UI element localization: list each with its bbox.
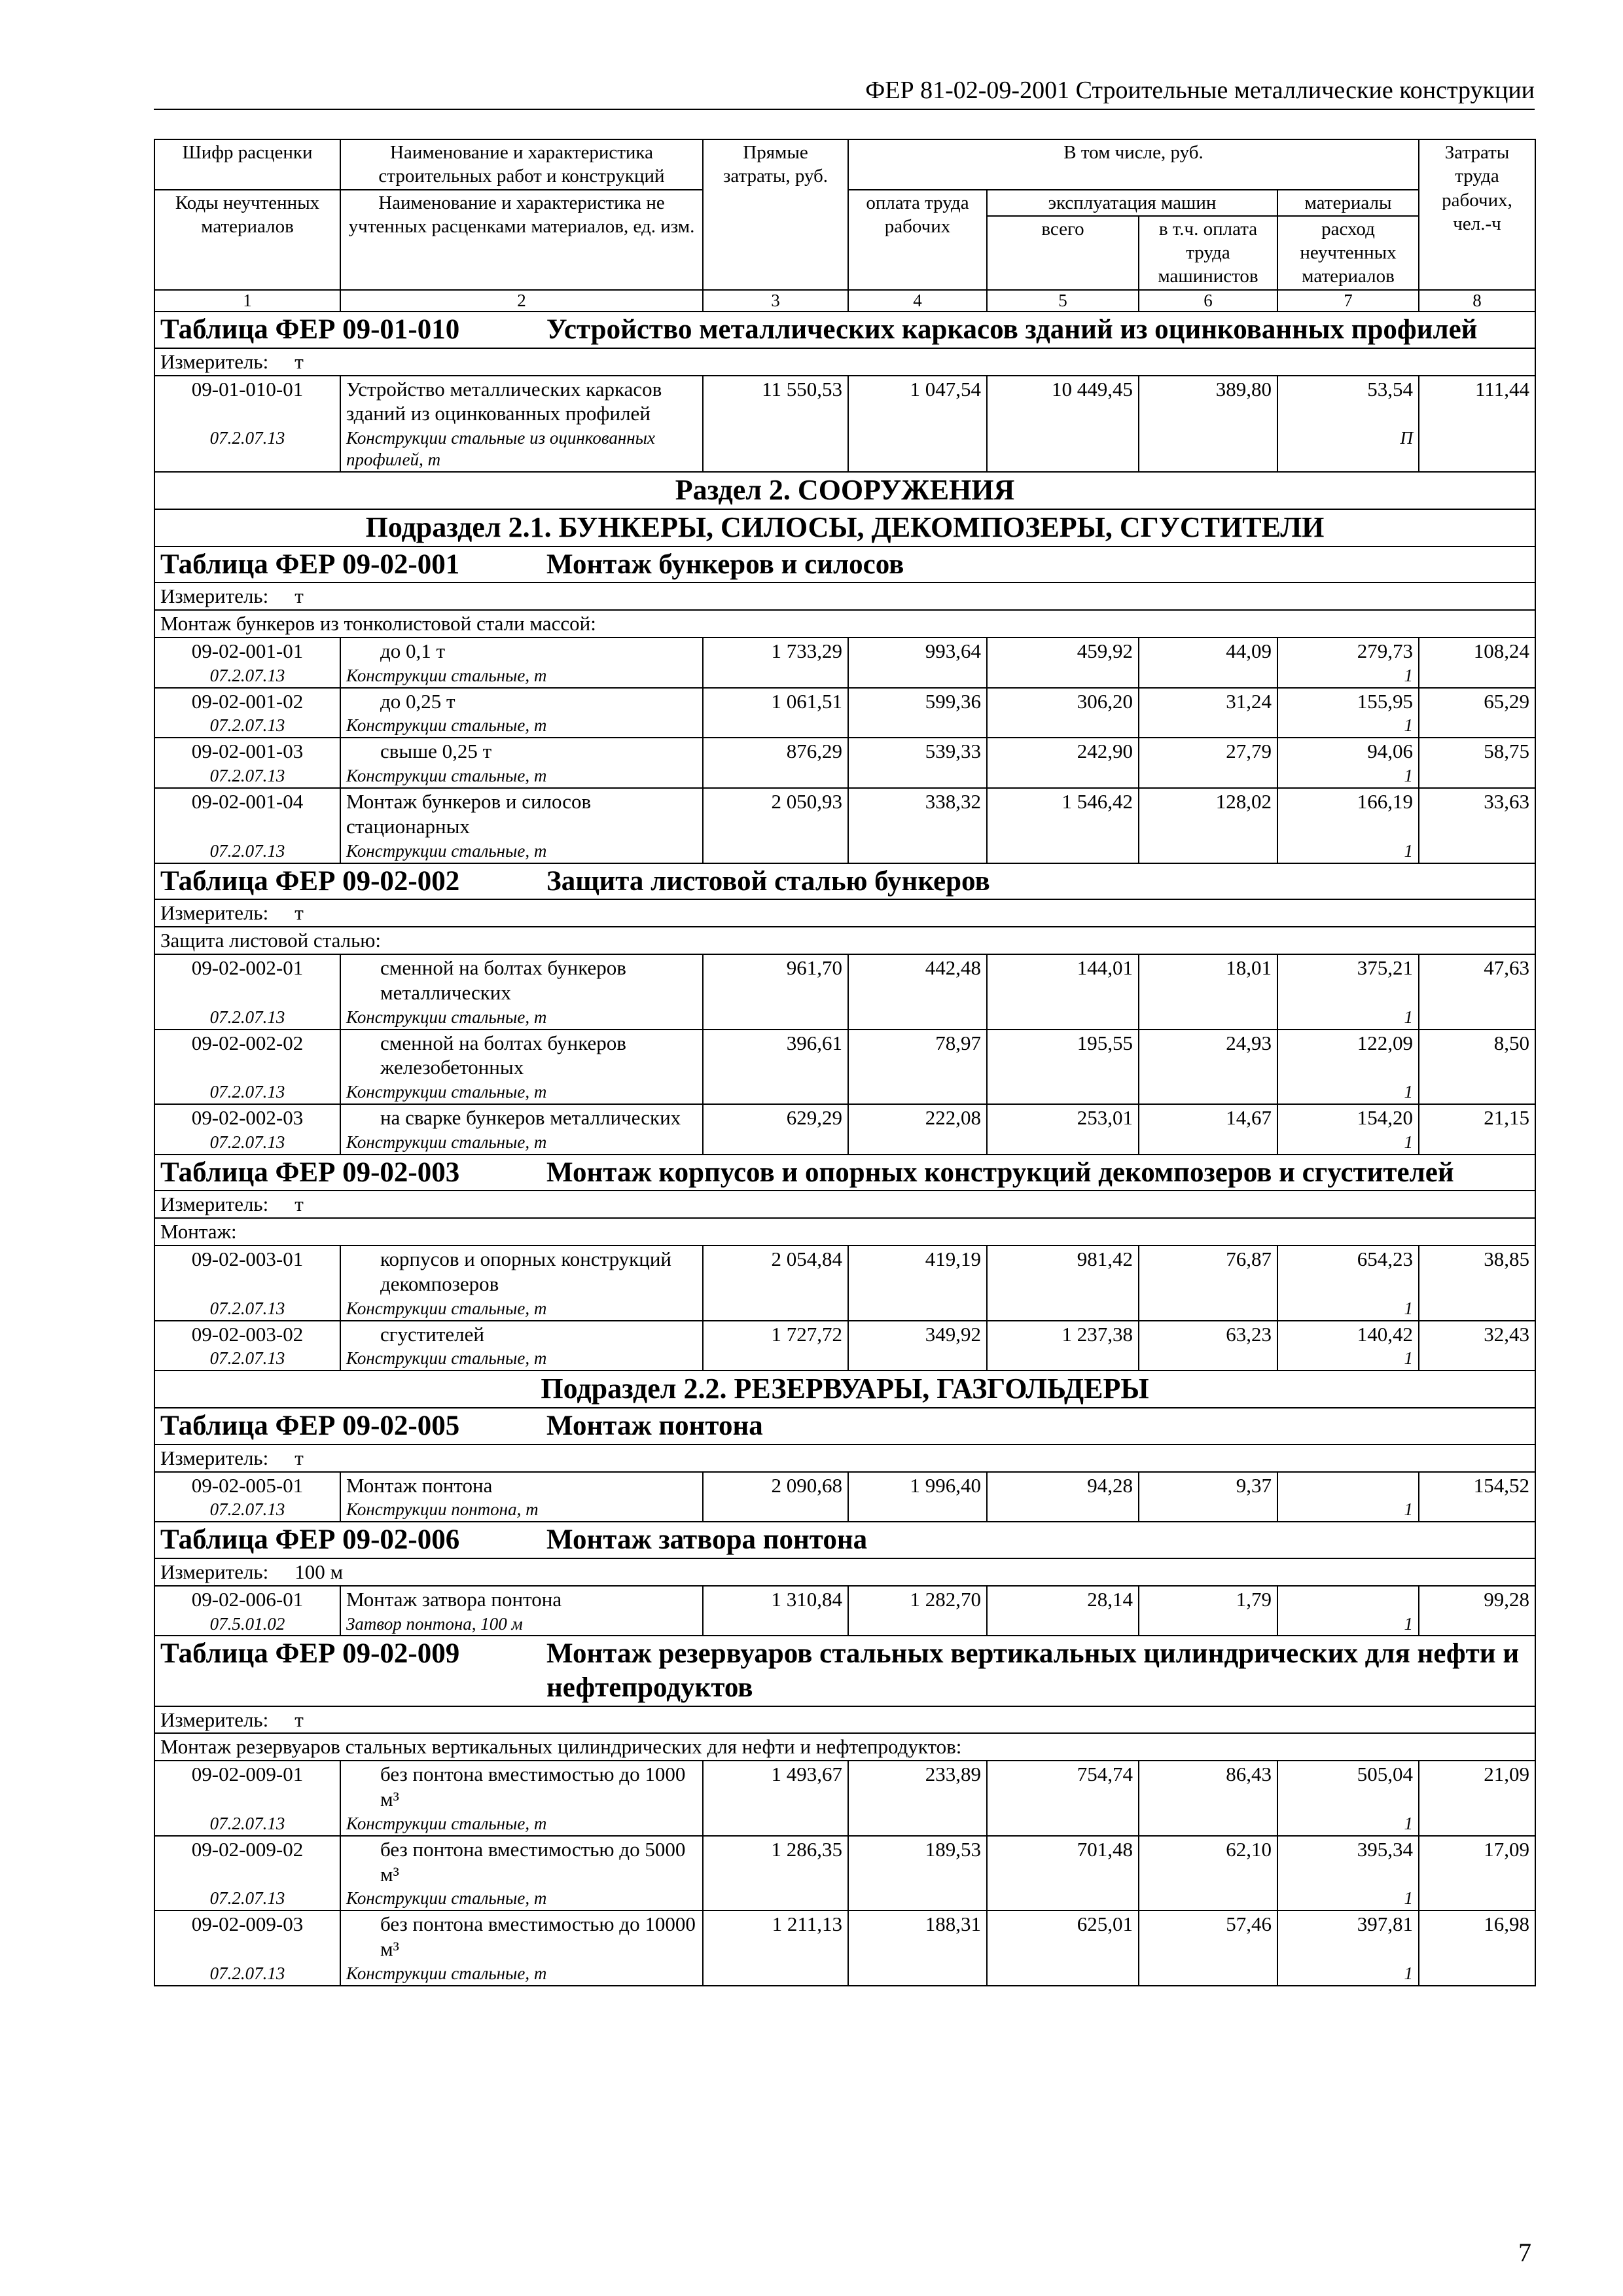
meter-value: т (294, 1193, 304, 1216)
labor-hours: 33,63 (1419, 788, 1535, 863)
rate-code: 09-02-001-04 (154, 788, 340, 840)
machine-costs: 253,01 (987, 1104, 1139, 1155)
machine-costs: 94,28 (987, 1472, 1139, 1522)
table-number: Таблица ФЕР 09-02-009 (160, 1638, 460, 1670)
col-unaccounted-consumption: расход неучтенных материалов (1277, 216, 1419, 290)
labor-hours: 65,29 (1419, 688, 1535, 738)
col-materials: материалы (1277, 190, 1419, 216)
direct-costs: 11 550,53 (703, 376, 848, 473)
document-header: ФЕР 81-02-09-2001 Строительные металлические конструкции (865, 77, 1535, 104)
table-title: Монтаж затвора понтона (546, 1524, 868, 1556)
meter-label: Измеритель: (160, 1446, 269, 1469)
machine-costs: 306,20 (987, 688, 1139, 738)
labor-hours: 38,85 (1419, 1246, 1535, 1321)
direct-costs: 396,61 (703, 1030, 848, 1105)
machinist-pay: 128,02 (1139, 788, 1277, 863)
material-name: Конструкции стальные, т (340, 1081, 703, 1104)
meter-row (154, 583, 1535, 610)
labor-pay: 222,08 (848, 1104, 987, 1155)
rate-name: без понтона вместимостью до 5000 м³ (340, 1836, 703, 1888)
section-row (154, 472, 1535, 509)
rate-name: свыше 0,25 т (340, 738, 703, 764)
table-title-row (154, 547, 1535, 583)
labor-hours: 111,44 (1419, 376, 1535, 473)
group-intro-row (154, 1733, 1535, 1761)
rate-code: 09-02-003-02 (154, 1321, 340, 1348)
machinist-pay: 1,79 (1139, 1586, 1277, 1636)
materials-cost (1277, 1472, 1419, 1499)
header-rule (154, 109, 1535, 110)
rate-row (154, 1910, 1535, 1962)
meter-value: 100 м (294, 1560, 344, 1583)
machine-costs: 625,01 (987, 1910, 1139, 1986)
material-code: 07.2.07.13 (154, 1006, 340, 1030)
machine-costs: 459,92 (987, 637, 1139, 688)
col-total: всего (987, 216, 1139, 290)
table-title-row (154, 863, 1535, 900)
material-qty: 1 (1277, 1812, 1419, 1836)
direct-costs: 876,29 (703, 738, 848, 788)
rate-name: Монтаж затвора понтона (340, 1586, 703, 1613)
meter-value: т (294, 1446, 304, 1469)
meter-row (154, 348, 1535, 376)
direct-costs: 2 090,68 (703, 1472, 848, 1522)
rate-row (154, 1586, 1535, 1613)
col-number: 1 (154, 290, 340, 312)
group-intro: Монтаж: (154, 1218, 1535, 1246)
rate-code: 09-02-003-01 (154, 1246, 340, 1297)
machine-costs: 144,01 (987, 954, 1139, 1030)
rate-name: до 0,25 т (340, 688, 703, 715)
material-name: Конструкции стальные, т (340, 714, 703, 738)
labor-pay: 188,31 (848, 1910, 987, 1986)
table-number: Таблица ФЕР 09-02-003 (160, 1157, 460, 1188)
rate-row (154, 788, 1535, 840)
labor-pay: 419,19 (848, 1246, 987, 1321)
table-title: Устройство металлических каркасов зданий из оцинкованных профилей (546, 314, 1478, 346)
machinist-pay: 86,43 (1139, 1761, 1277, 1836)
machine-costs: 195,55 (987, 1030, 1139, 1105)
labor-pay: 993,64 (848, 637, 987, 688)
direct-costs: 1 310,84 (703, 1586, 848, 1636)
labor-pay: 78,97 (848, 1030, 987, 1105)
machinist-pay: 63,23 (1139, 1321, 1277, 1371)
direct-costs: 1 493,67 (703, 1761, 848, 1836)
material-qty: 1 (1277, 1613, 1419, 1636)
meter-row (154, 1558, 1535, 1586)
material-code: 07.2.07.13 (154, 664, 340, 688)
material-name: Конструкции стальные, т (340, 1131, 703, 1155)
col-machine-ops: эксплуатация машин (987, 190, 1277, 216)
table-body (154, 312, 1535, 1986)
labor-hours: 21,09 (1419, 1761, 1535, 1836)
machinist-pay: 14,67 (1139, 1104, 1277, 1155)
material-code: 07.2.07.13 (154, 1131, 340, 1155)
meter-value: т (294, 901, 304, 925)
meter-label: Измеритель: (160, 1708, 269, 1731)
labor-pay: 1 282,70 (848, 1586, 987, 1636)
materials-cost: 94,06 (1277, 738, 1419, 764)
direct-costs: 1 211,13 (703, 1910, 848, 1986)
meter-row (154, 899, 1535, 927)
direct-costs: 1 733,29 (703, 637, 848, 688)
labor-hours: 58,75 (1419, 738, 1535, 788)
materials-cost: 375,21 (1277, 954, 1419, 1006)
table-title-row (154, 1636, 1535, 1706)
material-name: Конструкции стальные, т (340, 840, 703, 863)
group-intro-row (154, 1218, 1535, 1246)
table-title: Защита листовой сталью бункеров (546, 865, 990, 897)
labor-hours: 47,63 (1419, 954, 1535, 1030)
col-labor-costs: Затраты труда рабочих, чел.-ч (1419, 139, 1535, 290)
rate-name: на сварке бункеров металлических (340, 1104, 703, 1131)
material-qty: 1 (1277, 1498, 1419, 1522)
labor-hours: 108,24 (1419, 637, 1535, 688)
table-number: Таблица ФЕР 09-02-005 (160, 1410, 460, 1442)
materials-cost: 505,04 (1277, 1761, 1419, 1812)
materials-cost: 53,54 (1277, 376, 1419, 427)
labor-pay: 1 996,40 (848, 1472, 987, 1522)
material-qty: 1 (1277, 1887, 1419, 1910)
meter-label: Измеритель: (160, 350, 269, 373)
rate-name: Монтаж бункеров и силосов стационарных (340, 788, 703, 840)
machinist-pay: 9,37 (1139, 1472, 1277, 1522)
rate-code: 09-02-001-01 (154, 637, 340, 664)
rate-name: без понтона вместимостью до 1000 м³ (340, 1761, 703, 1812)
table-number: Таблица ФЕР 09-02-006 (160, 1524, 460, 1556)
col-number: 6 (1139, 290, 1277, 312)
machine-costs: 242,90 (987, 738, 1139, 788)
group-intro-row (154, 610, 1535, 637)
table-number: Таблица ФЕР 09-02-001 (160, 548, 460, 580)
rate-name: сгустителей (340, 1321, 703, 1348)
material-name: Конструкции стальные, т (340, 664, 703, 688)
material-code: 07.2.07.13 (154, 427, 340, 472)
material-code: 07.2.07.13 (154, 1498, 340, 1522)
meter-row (154, 1191, 1535, 1218)
material-qty: 1 (1277, 1081, 1419, 1104)
direct-costs: 1 286,35 (703, 1836, 848, 1911)
rate-row (154, 688, 1535, 715)
meter-label: Измеритель: (160, 901, 269, 925)
rate-row (154, 954, 1535, 1006)
labor-pay: 233,89 (848, 1761, 987, 1836)
rate-row (154, 1836, 1535, 1888)
col-codes-unaccounted: Коды неучтенных материалов (154, 190, 340, 290)
materials-cost (1277, 1586, 1419, 1613)
page-number: 7 (1518, 2238, 1531, 2267)
material-name: Конструкции понтона, т (340, 1498, 703, 1522)
labor-pay: 1 047,54 (848, 376, 987, 473)
col-number: 3 (703, 290, 848, 312)
material-code: 07.2.07.13 (154, 764, 340, 788)
direct-costs: 1 727,72 (703, 1321, 848, 1371)
rate-name: сменной на болтах бункеров металлических (340, 954, 703, 1006)
col-number: 2 (340, 290, 703, 312)
rate-name: до 0,1 т (340, 637, 703, 664)
material-code: 07.2.07.13 (154, 1812, 340, 1836)
labor-hours: 21,15 (1419, 1104, 1535, 1155)
machinist-pay: 62,10 (1139, 1836, 1277, 1911)
material-code: 07.2.07.13 (154, 840, 340, 863)
rate-name: Устройство металлических каркасов зданий из оцинкованных профилей (340, 376, 703, 427)
material-qty: 1 (1277, 664, 1419, 688)
labor-pay: 539,33 (848, 738, 987, 788)
col-number: 5 (987, 290, 1139, 312)
machinist-pay: 389,80 (1139, 376, 1277, 473)
material-name: Затвор понтона, 100 м (340, 1613, 703, 1636)
labor-pay: 442,48 (848, 954, 987, 1030)
meter-row (154, 1706, 1535, 1734)
labor-pay: 189,53 (848, 1836, 987, 1911)
col-cipher: Шифр расценки (154, 139, 340, 190)
table-title: Монтаж понтона (546, 1410, 763, 1442)
section-row (154, 1371, 1535, 1408)
meter-value: т (294, 584, 304, 608)
materials-cost: 155,95 (1277, 688, 1419, 715)
rate-row (154, 376, 1535, 427)
rate-code: 09-02-006-01 (154, 1586, 340, 1613)
meter-label: Измеритель: (160, 584, 269, 608)
rate-code: 09-02-005-01 (154, 1472, 340, 1499)
machine-costs: 701,48 (987, 1836, 1139, 1911)
material-code: 07.2.07.13 (154, 1297, 340, 1321)
materials-cost: 122,09 (1277, 1030, 1419, 1081)
group-intro-row (154, 927, 1535, 954)
machine-costs: 1 546,42 (987, 788, 1139, 863)
rate-row (154, 1472, 1535, 1499)
labor-hours: 32,43 (1419, 1321, 1535, 1371)
material-qty: П (1277, 427, 1419, 472)
col-number: 4 (848, 290, 987, 312)
rate-code: 09-02-002-02 (154, 1030, 340, 1081)
machinist-pay: 57,46 (1139, 1910, 1277, 1986)
machinist-pay: 18,01 (1139, 954, 1277, 1030)
section-title: Подраздел 2.1. БУНКЕРЫ, СИЛОСЫ, ДЕКОМПОЗЕРЫ, СГУСТИТЕЛИ (154, 509, 1535, 547)
material-code: 07.5.01.02 (154, 1613, 340, 1636)
rate-code: 09-02-002-01 (154, 954, 340, 1006)
labor-hours: 16,98 (1419, 1910, 1535, 1986)
material-qty: 1 (1277, 840, 1419, 863)
material-qty: 1 (1277, 764, 1419, 788)
machinist-pay: 76,87 (1139, 1246, 1277, 1321)
table-number: Таблица ФЕР 09-02-002 (160, 865, 460, 897)
material-name: Конструкции стальные, т (340, 1006, 703, 1030)
labor-pay: 349,92 (848, 1321, 987, 1371)
materials-cost: 166,19 (1277, 788, 1419, 840)
col-labor-pay: оплата труда рабочих (848, 190, 987, 290)
direct-costs: 2 050,93 (703, 788, 848, 863)
col-name-unaccounted: Наименование и характеристика не учтенных расценками материалов, ед. изм. (340, 190, 703, 290)
materials-cost: 395,34 (1277, 1836, 1419, 1888)
rate-name: корпусов и опорных конструкций декомпозеров (340, 1246, 703, 1297)
col-direct-costs: Прямые затраты, руб. (703, 139, 848, 290)
rate-code: 09-02-009-01 (154, 1761, 340, 1812)
section-row (154, 509, 1535, 547)
table-title: Монтаж резервуаров стальных вертикальных цилиндрических для нефти и нефтепродуктов (546, 1638, 1520, 1704)
table-header (154, 139, 1535, 312)
labor-hours: 99,28 (1419, 1586, 1535, 1636)
group-intro: Защита листовой сталью: (154, 927, 1535, 954)
rate-row (154, 637, 1535, 664)
direct-costs: 629,29 (703, 1104, 848, 1155)
table-title-row (154, 1408, 1535, 1444)
labor-pay: 338,32 (848, 788, 987, 863)
direct-costs: 2 054,84 (703, 1246, 848, 1321)
group-intro: Монтаж бункеров из тонколистовой стали массой: (154, 610, 1535, 637)
meter-label: Измеритель: (160, 1193, 269, 1216)
table-number: Таблица ФЕР 09-01-010 (160, 314, 460, 346)
material-qty: 1 (1277, 714, 1419, 738)
material-qty: 1 (1277, 1962, 1419, 1986)
material-name: Конструкции стальные, т (340, 1887, 703, 1910)
material-name: Конструкции стальные из оцинкованных профилей, т (340, 427, 703, 472)
col-machinist-pay: в т.ч. оплата труда машинистов (1139, 216, 1277, 290)
rate-code: 09-02-001-02 (154, 688, 340, 715)
material-code: 07.2.07.13 (154, 1962, 340, 1986)
labor-hours: 17,09 (1419, 1836, 1535, 1911)
meter-value: т (294, 1708, 304, 1731)
col-including: В том числе, руб. (848, 139, 1419, 190)
meter-value: т (294, 350, 304, 373)
material-qty: 1 (1277, 1347, 1419, 1371)
machine-costs: 1 237,38 (987, 1321, 1139, 1371)
table-title-row (154, 312, 1535, 348)
machinist-pay: 27,79 (1139, 738, 1277, 788)
rate-row (154, 1321, 1535, 1348)
material-code: 07.2.07.13 (154, 1887, 340, 1910)
section-title: Подраздел 2.2. РЕЗЕРВУАРЫ, ГАЗГОЛЬДЕРЫ (154, 1371, 1535, 1408)
group-intro: Монтаж резервуаров стальных вертикальных цилиндрических для нефти и нефтепродуктов: (154, 1733, 1535, 1761)
machine-costs: 754,74 (987, 1761, 1139, 1836)
direct-costs: 961,70 (703, 954, 848, 1030)
table-title: Монтаж корпусов и опорных конструкций декомпозеров и сгустителей (546, 1157, 1454, 1188)
labor-pay: 599,36 (848, 688, 987, 738)
col-number: 7 (1277, 290, 1419, 312)
rate-code: 09-02-002-03 (154, 1104, 340, 1131)
materials-cost: 397,81 (1277, 1910, 1419, 1962)
rate-code: 09-02-009-03 (154, 1910, 340, 1962)
rate-row (154, 1761, 1535, 1812)
meter-label: Измеритель: (160, 1560, 269, 1583)
material-name: Конструкции стальные, т (340, 1347, 703, 1371)
materials-cost: 154,20 (1277, 1104, 1419, 1131)
materials-cost: 654,23 (1277, 1246, 1419, 1297)
rate-row (154, 1104, 1535, 1131)
materials-cost: 140,42 (1277, 1321, 1419, 1348)
material-qty: 1 (1277, 1297, 1419, 1321)
direct-costs: 1 061,51 (703, 688, 848, 738)
meter-row (154, 1444, 1535, 1472)
materials-cost: 279,73 (1277, 637, 1419, 664)
rate-row (154, 1030, 1535, 1081)
machinist-pay: 24,93 (1139, 1030, 1277, 1105)
material-name: Конструкции стальные, т (340, 1962, 703, 1986)
table-title-row (154, 1155, 1535, 1191)
section-title: Раздел 2. СООРУЖЕНИЯ (154, 472, 1535, 509)
material-name: Конструкции стальные, т (340, 1812, 703, 1836)
material-name: Конструкции стальные, т (340, 764, 703, 788)
rate-code: 09-02-009-02 (154, 1836, 340, 1888)
machinist-pay: 44,09 (1139, 637, 1277, 688)
table-title-row (154, 1522, 1535, 1558)
col-name: Наименование и характеристика строительных работ и конструкций (340, 139, 703, 190)
machine-costs: 10 449,45 (987, 376, 1139, 473)
rate-code: 09-01-010-01 (154, 376, 340, 427)
labor-hours: 8,50 (1419, 1030, 1535, 1105)
rate-row (154, 1246, 1535, 1297)
material-code: 07.2.07.13 (154, 1081, 340, 1104)
material-qty: 1 (1277, 1006, 1419, 1030)
machine-costs: 981,42 (987, 1246, 1139, 1321)
rate-row (154, 738, 1535, 764)
rate-name: сменной на болтах бункеров железобетонных (340, 1030, 703, 1081)
rate-code: 09-02-001-03 (154, 738, 340, 764)
table-title: Монтаж бункеров и силосов (546, 548, 904, 580)
rates-table (154, 139, 1536, 1986)
material-code: 07.2.07.13 (154, 714, 340, 738)
rate-name: без понтона вместимостью до 10000 м³ (340, 1910, 703, 1962)
machinist-pay: 31,24 (1139, 688, 1277, 738)
col-number: 8 (1419, 290, 1535, 312)
material-name: Конструкции стальные, т (340, 1297, 703, 1321)
labor-hours: 154,52 (1419, 1472, 1535, 1522)
rate-name: Монтаж понтона (340, 1472, 703, 1499)
machine-costs: 28,14 (987, 1586, 1139, 1636)
material-qty: 1 (1277, 1131, 1419, 1155)
material-code: 07.2.07.13 (154, 1347, 340, 1371)
